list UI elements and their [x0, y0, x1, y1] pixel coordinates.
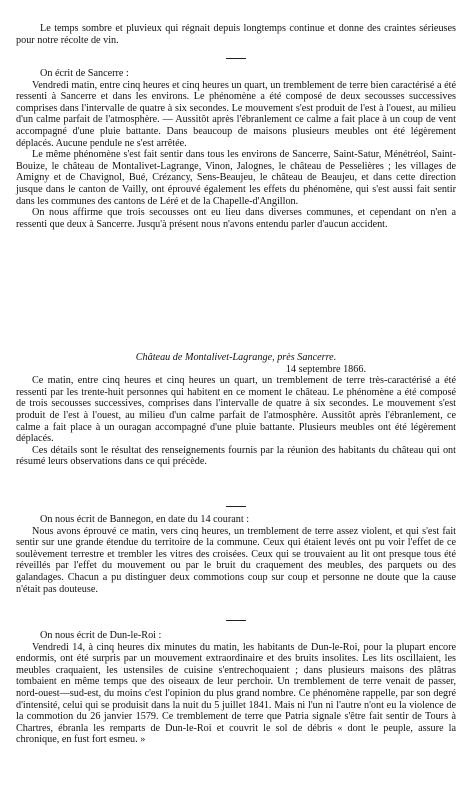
sancerre-paragraph-3: On nous affirme que trois secousses ont eu lieu dans diverses communes, et cependant on n'en a ressenti que deux à Sancerre. Jusqu'à présent nous n'avons entendu parler d'aucun accident. [16, 207, 456, 230]
dun-paragraph: Vendredi 14, à cinq heures dix minutes du matin, les habitants de Dun-le-Roi, pour la plupart encore endormis, ont été surpris par un mouvement extraordinaire et des bruits insolites. Les lits oscillaient, les meubles craquaient, les ustensiles de cuisine s'entrechoquaient ; dans plusieurs maisons des plâtras tombaient en même temps que des oiseaux de leur perchoir. Un tremblement de terre venait de passer, nord-ouest—sud-est, du moins c'est l'opinion du plus grand nombre. Ce phénomène rappelle, par son degré d'intensité, celui qui se produisit dans la nuit du 5 juillet 1841. Mais ni l'un ni l'autre n'ont eu la violence de la commotion du 26 janvier 1579. Ce tremblement de terre que Patria signale s'être fait sentir de Tours à Chartres, ébranla les remparts de Dun-le-Roi et couvrit le sol de débris « dont le peuple, assure la chronique, en fust fort esmeu. » [16, 641, 456, 746]
section-divider [226, 620, 246, 621]
sancerre-paragraph-1: Vendredi matin, entre cinq heures et cinq heures un quart, un tremblement de terre bien caractérisé a été ressenti à Sancerre et dans les environs. Le phénomène a été composé de deux secousses successives comprises dans l'intervalle de quatre à six secondes. Le mouvement s'est produit de l'est à l'ouest, au milieu d'un calme parfait de l'atmosphère. — Aussitôt après l'ébranlement ce calme a fait place à un coup de vent accompagné d'une pluie battante. Dans beaucoup de maisons plusieurs meubles ont été légèrement déplacés. Aucune pendule ne s'est arrêtée. [16, 79, 456, 149]
bannegon-heading: On nous écrit de Bannegon, en date du 14 courant : [40, 514, 250, 525]
section-divider [226, 506, 246, 507]
dun-heading: On nous écrit de Dun-le-Roi : [40, 630, 162, 641]
intro-paragraph: Le temps sombre et pluvieux qui régnait depuis longtemps continue et donne des craintes sérieuses pour notre récolte de vin. [16, 23, 456, 46]
dun-section [16, 630, 456, 746]
chateau-paragraph-1: Ce matin, entre cinq heures et cinq heures un quart, un tremblement de terre très-caractérisé a été ressenti par les trente-huit personnes qui habitent en ce moment le château. Le phénomène a été composé de trois secousses successives, comprises dans l'intervalle de quatre à six secondes. Le mouvement s'est produit de l'est à l'ouest, au milieu d'un calme parfait de l'atmosphère. Aussitôt après l'ébranlement, ce calme a fait place à un ouragan accompagné d'une pluie battante. Plusieurs meubles ont été légèrement déplacés. [16, 375, 456, 445]
bannegon-section [16, 514, 456, 595]
chateau-title: Château de Montalivet-Lagrange, près Sancerre. [135, 352, 337, 363]
chateau-paragraph-2: Ces détails sont le résultat des renseignements fournis par la réunion des habitants du château qui ont résumé leurs observations dans ce qui précède. [16, 444, 456, 468]
sancerre-paragraph-2: Le même phénomène s'est fait sentir dans tous les environs de Sancerre, Saint-Satur, Ménétréol, Saint-Bouize, le château de Montalivet-Lagrange, Vinon, Jalognes, le château de Pesselières ; les villages de Amigny et de Chavignol, Bué, Crézancy, Sens-Beaujeu, le château de Beaujeu, et dans cette direction jusque dans le canton de Vailly, ont éprouvé également les effets du phénomène, qui s'est aussi fait sentir dans les communes des cantons de Léré et de la Chapelle-d'Angillon. [16, 149, 456, 207]
bannegon-paragraph: Nous avons éprouvé ce matin, vers cinq heures, un tremblement de terre assez violent, et qui s'est fait sentir sur une grande étendue du territoire de la commune. Ceux qui étaient levés ont pu voir l'effet de ce soulèvement terrestre et trembler les vitres des croisées. Ceux qui se trouvaient au lit ont presque tous été réveillés par l'effet du mouvement ou par le bruit du craquement des meubles, des parquets ou des galandages. Chacun a pu distinguer deux commotions coup sur coup et personne ne doute que la cause n'était pas douteuse. [16, 525, 456, 595]
intro-section [16, 23, 456, 46]
chateau-section [16, 352, 456, 468]
chateau-date: 14 septembre 1866. [285, 363, 366, 375]
section-divider [226, 58, 246, 59]
sancerre-heading: On écrit de Sancerre : [40, 68, 129, 79]
sancerre-section [16, 68, 456, 230]
